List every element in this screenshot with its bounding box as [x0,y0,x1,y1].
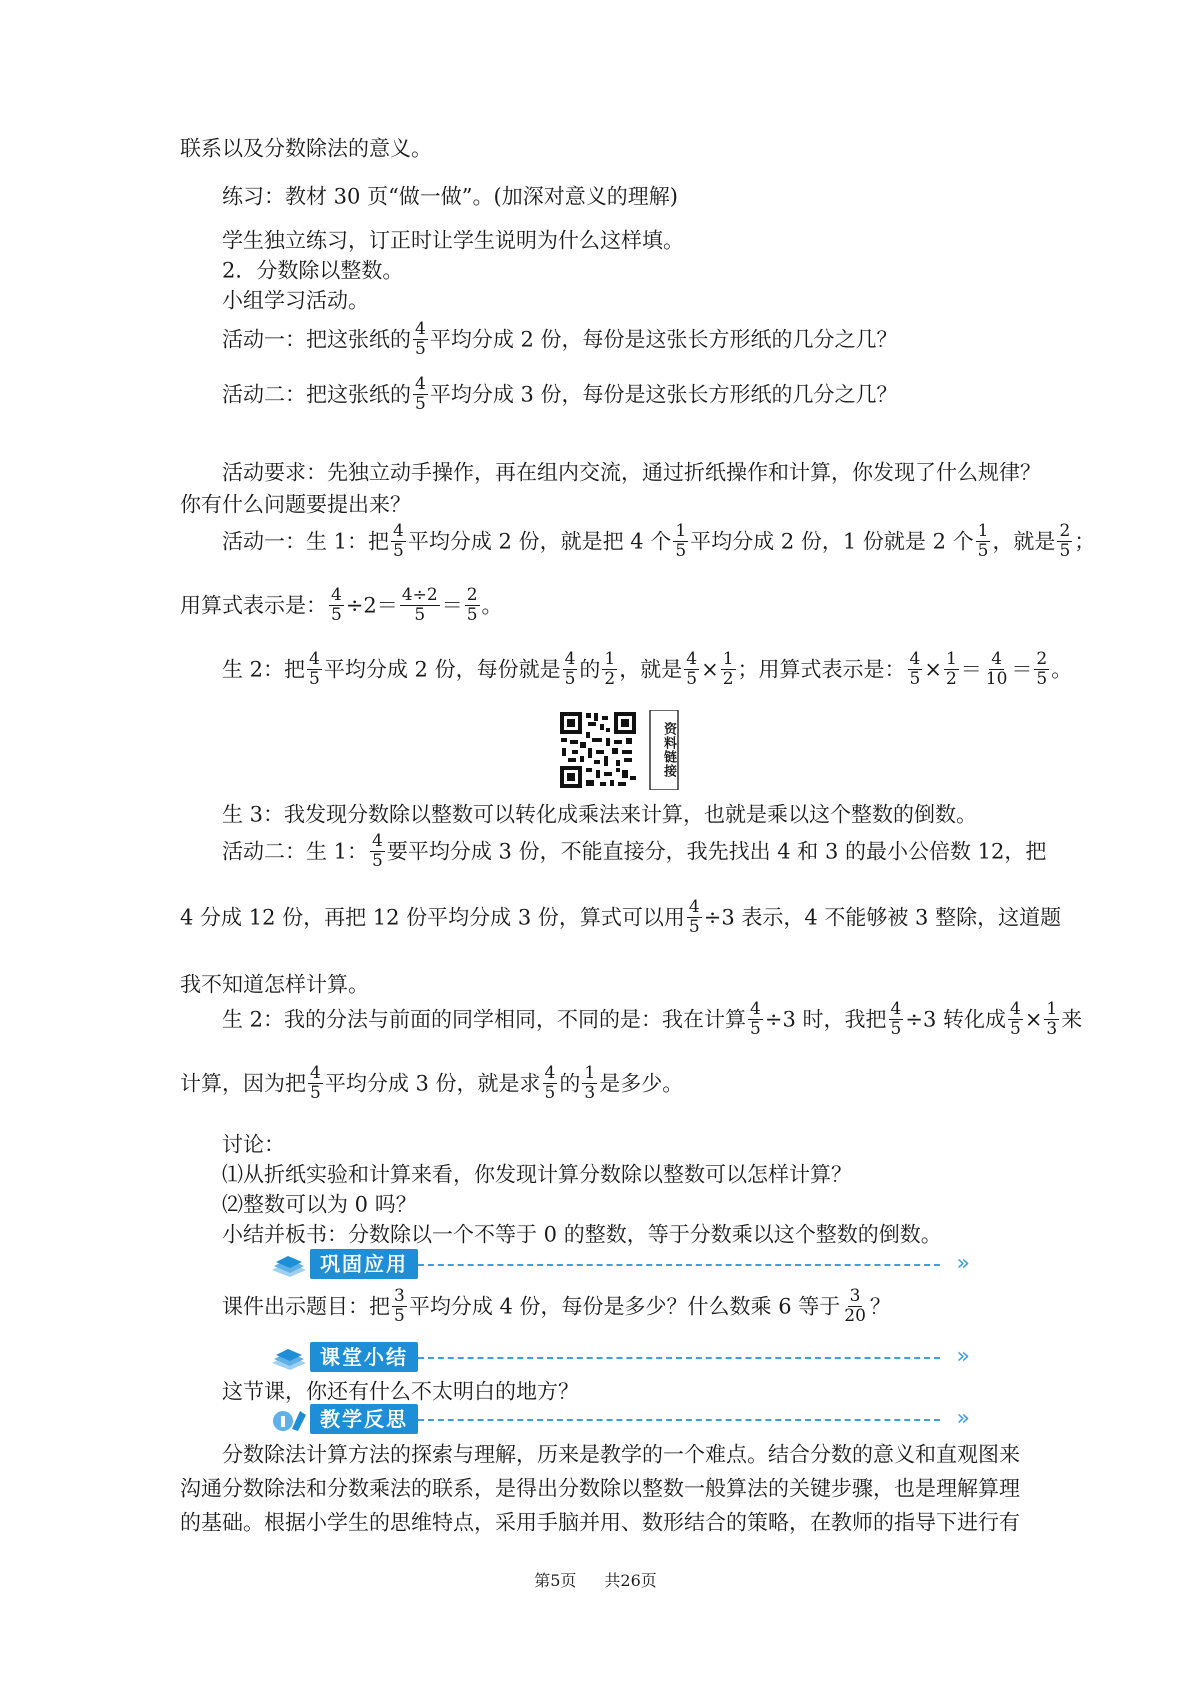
text: × [1024,1007,1043,1032]
fraction [944,650,959,689]
text: 活动要求：先独立动手操作，再在组内交流，通过折纸操作和计算，你发现了什么规律？ [222,460,1041,485]
denominator: 5 [909,669,921,689]
text-line [222,1375,1021,1405]
section-title: 教学反思 [310,1404,418,1434]
fraction [308,1064,323,1103]
text: 4 分成 12 份，再把 12 份平均分成 3 份，算式可以用 [180,905,685,930]
fraction [602,650,617,689]
denominator: 5 [394,1306,405,1326]
section-header-reflection [270,1404,970,1436]
text: 。 [1051,657,1073,682]
text: 生 2：把 [222,657,306,682]
fraction [413,375,428,414]
text: 沟通分数除法和分数乘法的联系，是得出分数除以整数一般算法的关键步骤，也是理解算理 [180,1476,1020,1501]
text: 小结并板书：分数除以一个不等于 0 的整数，等于分数乘以这个整数的倒数。 [222,1222,942,1247]
denominator: 5 [310,1083,321,1103]
text: 的基础。根据小学生的思维特点，采用手脑并用、数形结合的策略，在教师的指导下进行有 [180,1510,1020,1535]
text: 活动一：生 1：把 [222,529,390,554]
denominator: 5 [372,851,383,871]
numerator: 3 [394,1286,405,1306]
fraction [1044,1000,1059,1039]
fraction [976,522,991,561]
text: 平均分成 2 份，就是把 4 个 [407,529,672,554]
numerator: 4 [544,1063,556,1083]
text: ÷3 表示，4 不能够被 3 整除，这道题 [703,905,1062,930]
text-line [222,798,1021,828]
text: 生 2：我的分法与前面的同学相同，不同的是：我在计算 [222,1007,747,1032]
text: ＝ [441,593,463,618]
section-header-consolidate [270,1249,970,1281]
text: 活动二：把这张纸的 [222,382,411,407]
text: ； [1074,529,1096,554]
numerator: 4 [393,521,404,541]
text-line [222,649,1073,710]
text: 小组学习活动。 [222,288,369,313]
text: 平均分成 4 份，每份是多少？什么数乘 6 等于 [408,1294,841,1319]
text: ，就是 [992,529,1056,554]
text-line [222,1188,1021,1218]
numerator: 4 [991,649,1003,669]
book-icon [270,1345,308,1371]
fraction [370,832,385,871]
text-line [222,320,1021,380]
numerator: 1 [722,649,734,669]
text: ÷2＝ [345,593,398,618]
numerator: 4 [331,585,342,605]
text: 课件出示题目：把 [222,1294,390,1319]
text-line [222,284,1021,314]
text: 联系以及分数除法的意义。 [180,136,432,161]
text-line [222,999,1083,1060]
fraction [748,1000,763,1039]
text: 平均分成 2 份，每份是这张长方形纸的几分之几？ [429,327,898,352]
text: 是多少。 [599,1071,684,1096]
denominator: 5 [977,541,989,561]
fraction [563,650,578,689]
denominator: 5 [564,669,576,689]
section-header-summary [270,1342,970,1374]
fraction [908,650,923,689]
fraction [1057,522,1072,561]
text-line [180,586,1021,646]
text: 讨论： [222,1132,285,1157]
text-line [222,375,1021,435]
numerator: 1 [977,521,989,541]
text: ⑴从折纸实验和计算来看，你发现计算分数除以整数可以怎样计算？ [222,1162,852,1187]
text: ÷3 时，我把 [764,1007,887,1032]
numerator: 1 [675,521,687,541]
denominator: 2 [722,669,734,689]
text-line [222,254,1021,284]
text: 平均分成 2 份，每份就是 [323,657,561,682]
numerator: 4 [1009,999,1021,1019]
numerator: 1 [1046,999,1058,1019]
text-line [180,488,1021,518]
numerator: 4 [750,999,761,1019]
text: 平均分成 3 份，就是求 [324,1071,541,1096]
text: ÷3 转化成 [905,1007,1006,1032]
denominator: 5 [414,605,426,625]
section-title: 课堂小结 [310,1342,418,1372]
denominator: 5 [890,1019,902,1039]
fraction [400,586,440,625]
denominator: 5 [466,605,478,625]
text: 生 3：我发现分数除以整数可以转化成乘法来计算，也就是乘以这个整数的倒数。 [222,802,978,827]
numerator: 4 [310,1063,321,1083]
denominator: 5 [1059,541,1071,561]
fraction [543,1064,558,1103]
fraction [687,898,702,937]
denominator: 5 [544,1083,556,1103]
text-line [222,456,1041,486]
numerator: 4 [909,649,921,669]
denominator: 5 [415,339,426,359]
text: 这节课，你还有什么不太明白的地方？ [222,1379,579,1404]
numerator: 4 [686,649,698,669]
fraction [842,1287,868,1326]
denominator: 5 [393,541,404,561]
text: 你有什么问题要提出来？ [180,492,411,517]
text-line [222,521,1096,582]
numerator: 2 [1059,521,1071,541]
text: 。 [481,593,503,618]
fraction [391,522,406,561]
text-line [222,1218,1021,1248]
fraction [413,320,428,359]
numerator: 2 [466,585,478,605]
double-chevron-icon: » [956,1251,970,1276]
section-title: 巩固应用 [310,1249,418,1279]
numerator: 1 [584,1063,596,1083]
numerator: 1 [604,649,616,669]
numerator: 4 [890,999,902,1019]
dashed-divider [418,1264,940,1266]
double-chevron-icon: » [956,1406,970,1431]
text: 用算式表示是： [180,593,327,618]
text-line [180,1472,1021,1502]
text: 学生独立练习，订正时让学生说明为什么这样填。 [222,228,684,253]
text: × [701,657,719,682]
fraction [582,1064,597,1103]
text: 要平均分成 3 份，不能直接分，我先找出 4 和 3 的最小公倍数 12，把 [386,839,1047,864]
fraction [329,586,344,625]
fraction [465,586,480,625]
text: ？ [869,1294,891,1319]
numerator: 2 [1036,649,1048,669]
fraction [307,650,322,689]
page-number: 第5页 [534,1571,577,1590]
dashed-divider [418,1357,940,1359]
numerator: 4 [564,649,576,669]
text: ，就是 [619,657,683,682]
text-line [222,1287,1021,1347]
denominator: 5 [309,669,320,689]
denominator: 2 [604,669,616,689]
text: 我不知道怎样计算。 [180,972,369,997]
fraction [673,522,688,561]
double-chevron-icon: » [956,1344,970,1369]
text: ；用算式表示是： [737,657,906,682]
fraction [684,650,699,689]
text: 来 [1061,1007,1083,1032]
dashed-divider [418,1419,940,1421]
text: 平均分成 2 份，1 份就是 2 个 [690,529,974,554]
denominator: 5 [750,1019,761,1039]
text-line [180,132,1021,162]
text-line [222,1438,1021,1468]
denominator: 5 [688,917,700,937]
text: ＝ [960,657,982,682]
text: 活动二：生 1： [222,839,369,864]
numerator: 4 [415,319,426,339]
text-line [222,831,1047,892]
numerator: 3 [849,1286,861,1306]
denominator: 5 [415,394,426,414]
text: 活动一：把这张纸的 [222,327,411,352]
text-line [180,897,1062,958]
fraction [721,650,736,689]
text: 平均分成 3 份，每份是这张长方形纸的几分之几？ [429,382,898,407]
reflection-icon [270,1407,308,1433]
text: 计算，因为把 [180,1071,306,1096]
text-line [180,1506,1021,1536]
denominator: 5 [675,541,687,561]
numerator: 4 [688,897,700,917]
fraction [1008,1000,1023,1039]
text: ＝ [1011,657,1033,682]
qr-label: 资料链接 [661,722,676,778]
text: ⑵整数可以为 0 吗？ [222,1192,417,1217]
text: 的 [559,1071,581,1096]
text-line [222,1128,1021,1158]
numerator: 4 [372,831,383,851]
page-total: 共26页 [604,1571,657,1590]
page-footer [0,1568,1191,1591]
text: × [924,657,942,682]
numerator: 4÷2 [401,585,438,605]
text-line [180,968,1021,998]
fraction [889,1000,904,1039]
numerator: 4 [309,649,320,669]
text: 分数除法计算方法的探索与理解，历来是教学的一个难点。结合分数的意义和直观图来 [222,1442,1020,1467]
denominator: 3 [584,1083,596,1103]
fraction [984,650,1010,689]
book-icon [270,1252,308,1278]
text-line [180,1064,1021,1124]
text-line [222,1158,1021,1188]
numerator: 1 [945,649,957,669]
denominator: 2 [945,669,957,689]
qr-code[interactable] [558,710,680,790]
denominator: 5 [1009,1019,1021,1039]
denominator: 5 [686,669,698,689]
denominator: 10 [985,669,1008,689]
fraction [1034,650,1049,689]
denominator: 3 [1046,1019,1058,1039]
denominator: 20 [844,1306,866,1326]
text: 2．分数除以整数。 [222,258,404,283]
text: 练习：教材 30 页“做一做”。(加深对意义的理解) [222,184,678,209]
text-line [222,224,1021,254]
text: 的 [579,657,601,682]
denominator: 5 [1036,669,1048,689]
numerator: 4 [415,374,426,394]
text-line [222,180,1021,210]
fraction [392,1287,407,1326]
denominator: 5 [331,605,342,625]
